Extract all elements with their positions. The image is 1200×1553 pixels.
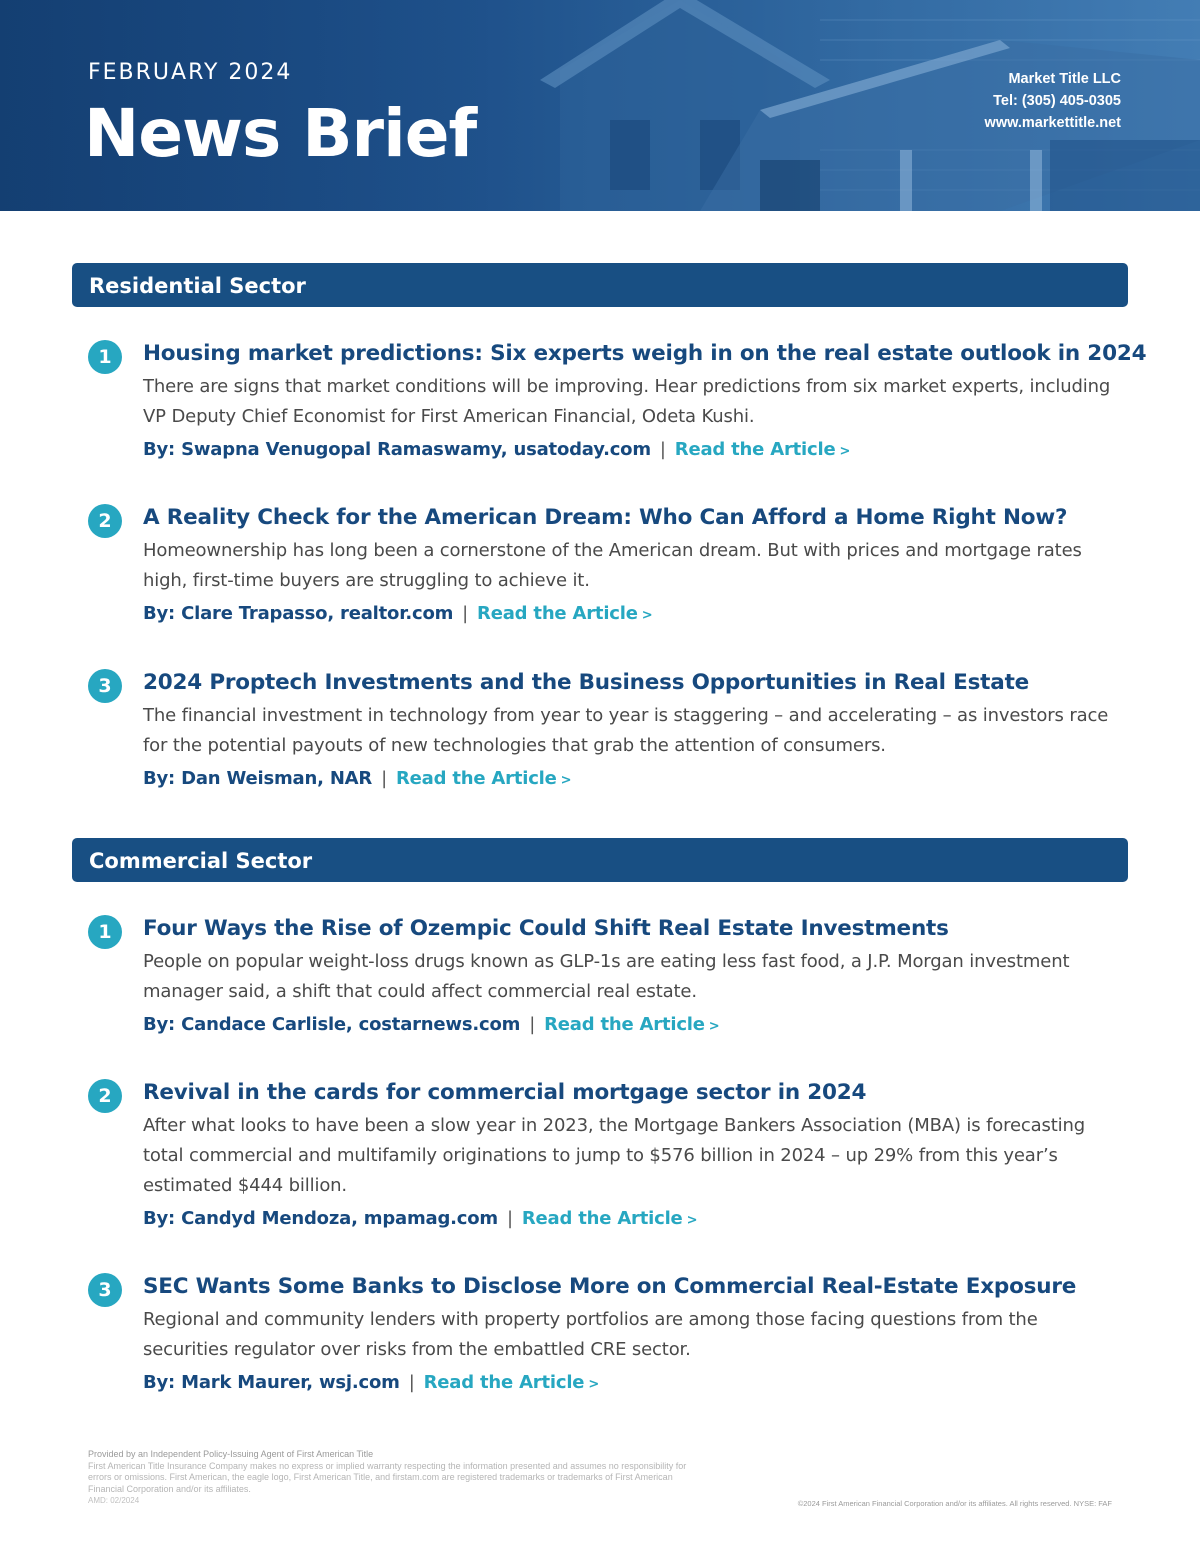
separator: | bbox=[408, 1372, 415, 1393]
footer-provided-by: Provided by an Independent Policy-Issuing Agent of First American Title bbox=[88, 1449, 374, 1459]
article-byline-row bbox=[143, 764, 571, 796]
section-title: Commercial Sector bbox=[89, 849, 313, 873]
article-headline[interactable]: A Reality Check for the American Dream: Who Can Afford a Home Right Now? bbox=[143, 505, 1068, 530]
article-byline: By: Candace Carlisle, costarnews.com bbox=[143, 1014, 521, 1035]
read-article-link[interactable] bbox=[675, 439, 850, 460]
read-article-link[interactable] bbox=[544, 1014, 719, 1035]
article-byline: By: Swapna Venugopal Ramaswamy, usatoday.com bbox=[143, 439, 651, 460]
article-description: People on popular weight-loss drugs known as GLP-1s are eating less fast food, a J.P. Morgan investment manager said, a shift that could affect commercial real estate. bbox=[143, 951, 1070, 1002]
read-article-link[interactable] bbox=[522, 1208, 697, 1229]
read-article-label: Read the Article bbox=[521, 1208, 683, 1229]
article-byline: By: Dan Weisman, NAR bbox=[143, 768, 373, 789]
separator: | bbox=[529, 1014, 536, 1035]
article-description: There are signs that market conditions will be improving. Hear predictions from six market experts, including VP Deputy Chief Economist for First American Financial, Odeta Kushi. bbox=[143, 376, 1111, 427]
article-byline: By: Mark Maurer, wsj.com bbox=[143, 1372, 400, 1393]
read-article-label: Read the Article bbox=[423, 1372, 585, 1393]
section-header-commercial bbox=[72, 838, 1128, 882]
phone-number[interactable]: Tel: (305) 405-0305 bbox=[993, 93, 1121, 109]
article-description: Regional and community lenders with property portfolios are among those facing questions from the securities regulator over risks from the embattled CRE sector. bbox=[143, 1309, 1038, 1360]
footer-disclaimer-text: First American Title Insurance Company makes no express or implied warranty respecting the information presented and assumes no responsibility for errors or omissions. First American, the eagle logo, First American Title, and firstam.com are registered trademarks or trademarks of First American Financial Corporation and/or its affiliates. bbox=[88, 1460, 687, 1494]
section-title: Residential Sector bbox=[89, 274, 306, 298]
article-description: The financial investment in technology from year to year is staggering – and accelerating – as investors race for the potential payouts of new technologies that grab the attention of consumers. bbox=[143, 705, 1109, 756]
article-byline-row bbox=[143, 1368, 599, 1400]
read-article-link[interactable] bbox=[477, 603, 652, 624]
article-number-badge: 2 bbox=[88, 1079, 122, 1113]
read-article-label: Read the Article bbox=[477, 603, 638, 624]
website-link[interactable]: www.markettitle.net bbox=[984, 115, 1121, 131]
article-headline[interactable]: Revival in the cards for commercial mortgage sector in 2024 bbox=[143, 1080, 867, 1105]
article-byline: By: Clare Trapasso, realtor.com bbox=[143, 603, 454, 624]
article-number-badge: 3 bbox=[88, 1273, 122, 1307]
article-headline[interactable]: 2024 Proptech Investments and the Business Opportunities in Real Estate bbox=[143, 670, 1030, 695]
read-article-label: Read the Article bbox=[395, 768, 557, 789]
article-byline-row bbox=[143, 435, 850, 467]
article-headline[interactable]: Four Ways the Rise of Ozempic Could Shift Real Estate Investments bbox=[143, 916, 949, 941]
chevron-right-icon: > bbox=[839, 444, 851, 459]
article-number-badge: 3 bbox=[88, 669, 122, 703]
article-description: Homeownership has long been a cornerstone of the American dream. But with prices and mortgage rates high, first-time buyers are struggling to achieve it. bbox=[143, 540, 1082, 591]
read-article-link[interactable] bbox=[396, 768, 571, 789]
newsletter-title: News Brief bbox=[84, 95, 477, 172]
chevron-right-icon: > bbox=[641, 608, 653, 623]
footer-code: AMD: 02/2024 bbox=[88, 1496, 140, 1505]
chevron-right-icon: > bbox=[686, 1213, 698, 1228]
article-byline: By: Candyd Mendoza, mpamag.com bbox=[143, 1208, 498, 1229]
chevron-right-icon: > bbox=[560, 773, 572, 788]
separator: | bbox=[462, 603, 469, 624]
read-article-label: Read the Article bbox=[544, 1014, 705, 1035]
separator: | bbox=[506, 1208, 513, 1229]
article-headline[interactable]: SEC Wants Some Banks to Disclose More on Commercial Real-Estate Exposure bbox=[143, 1274, 1077, 1299]
footer-disclaimer bbox=[88, 1449, 688, 1507]
chevron-right-icon: > bbox=[588, 1377, 600, 1392]
chevron-right-icon: > bbox=[708, 1019, 720, 1034]
section-header-residential bbox=[72, 263, 1128, 307]
read-article-label: Read the Article bbox=[674, 439, 836, 460]
article-number-badge: 1 bbox=[88, 915, 122, 949]
footer-copyright: ©2024 First American Financial Corporation and/or its affiliates. All rights reserved. NYSE: FAF bbox=[797, 1499, 1112, 1508]
header-banner bbox=[0, 0, 1200, 211]
article-number-badge: 2 bbox=[88, 504, 122, 538]
separator: | bbox=[381, 768, 387, 789]
article-byline-row bbox=[143, 1010, 720, 1042]
issue-date: FEBRUARY 2024 bbox=[88, 60, 293, 85]
article-byline-row bbox=[143, 599, 652, 631]
article-number-badge: 1 bbox=[88, 340, 122, 374]
article-description: After what looks to have been a slow year in 2023, the Mortgage Bankers Association (MBA) is forecasting total commercial and multifamily originations to jump to $576 billion in 2024 – up 29% from this year’s estimated $444 billion. bbox=[143, 1115, 1086, 1196]
article-byline-row bbox=[143, 1204, 697, 1236]
company-name: Market Title LLC bbox=[1008, 71, 1121, 87]
read-article-link[interactable] bbox=[424, 1372, 599, 1393]
article-headline[interactable]: Housing market predictions: Six experts weigh in on the real estate outlook in 2024 bbox=[143, 341, 1147, 366]
separator: | bbox=[659, 439, 666, 460]
contact-block bbox=[985, 68, 1121, 134]
